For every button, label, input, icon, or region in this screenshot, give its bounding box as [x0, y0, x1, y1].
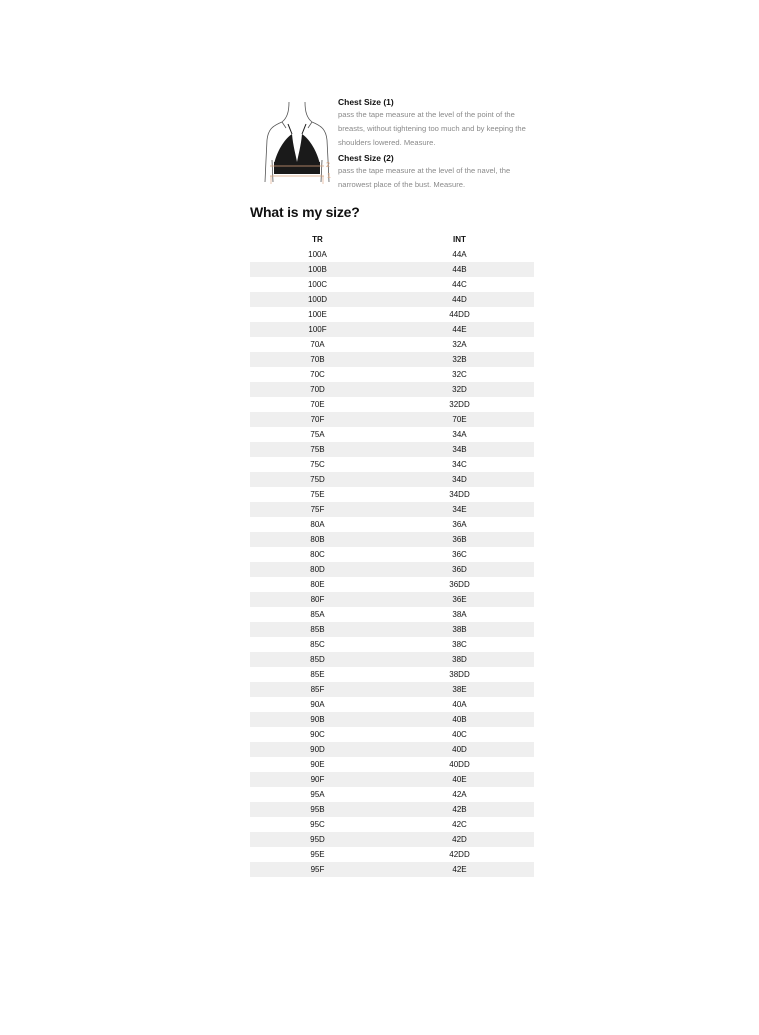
size-table — [250, 232, 534, 877]
tr-size-cell: 95B — [250, 802, 385, 817]
int-size-cell: 34B — [385, 442, 534, 457]
int-size-cell: 38DD — [449, 670, 470, 679]
table-row — [250, 427, 534, 442]
int-size-cell: 34DD — [449, 490, 470, 499]
tr-size-cell: 100D — [250, 292, 385, 307]
table-row — [250, 667, 534, 682]
tr-size-cell: 85C — [310, 640, 325, 649]
int-size-cell: 40C — [452, 730, 467, 739]
table-row — [250, 622, 534, 637]
chest-size-2-text: pass the tape measure at the level of the navel, the narrowest place of the bust. Measure. — [338, 166, 511, 189]
measurement-instructions — [338, 97, 538, 195]
int-size-cell: 32D — [385, 382, 534, 397]
int-size-cell: 36E — [385, 592, 534, 607]
tr-size-cell: 100C — [307, 280, 328, 289]
table-row — [250, 502, 534, 517]
table-row — [250, 712, 534, 727]
table-row — [250, 412, 534, 427]
tr-size-cell: 90D — [250, 742, 385, 757]
tr-size-cell: 90F — [250, 772, 385, 787]
tr-size-cell: 100B — [250, 262, 385, 277]
table-row — [250, 652, 534, 667]
tr-size-cell: 70D — [250, 382, 385, 397]
table-row — [250, 337, 534, 352]
tr-size-cell: 75A — [310, 430, 325, 439]
table-row — [250, 637, 534, 652]
tr-size-cell: 90C — [310, 730, 325, 739]
int-size-cell: 44A — [452, 250, 467, 259]
tr-size-cell: 100F — [250, 322, 385, 337]
size-table-body — [250, 247, 534, 877]
tr-size-cell: 90A — [310, 700, 325, 709]
header-tr: TR — [312, 235, 323, 244]
int-size-cell: 32C — [452, 370, 467, 379]
int-size-cell: 32B — [385, 352, 534, 367]
table-row — [250, 697, 534, 712]
tr-size-cell: 100E — [308, 310, 327, 319]
int-size-cell: 44D — [385, 292, 534, 307]
int-size-cell: 70E — [385, 412, 534, 427]
tr-size-cell: 80D — [250, 562, 385, 577]
int-size-cell: 42A — [452, 790, 467, 799]
tr-size-cell: 90B — [250, 712, 385, 727]
tr-size-cell: 70E — [310, 400, 325, 409]
marker-2: 2 — [326, 162, 330, 169]
table-row — [250, 367, 534, 382]
tr-size-cell: 90E — [310, 760, 325, 769]
table-row — [250, 292, 534, 307]
chest-size-1-text: pass the tape measure at the level of the point of the breasts, without tightening too much and by keeping the shoulders lowered. Measure. — [338, 110, 526, 147]
table-row — [250, 382, 534, 397]
tr-size-cell: 70F — [250, 412, 385, 427]
header-int: INT — [453, 235, 466, 244]
tr-size-cell: 80C — [310, 550, 325, 559]
tr-size-cell: 85A — [310, 610, 325, 619]
table-row — [250, 577, 534, 592]
table-row — [250, 562, 534, 577]
tr-size-cell: 95E — [310, 850, 325, 859]
tr-size-cell: 75D — [250, 472, 385, 487]
tr-size-cell: 95F — [250, 862, 385, 877]
int-size-cell: 40A — [452, 700, 467, 709]
table-row — [250, 817, 534, 832]
tr-size-cell: 85F — [250, 682, 385, 697]
tr-size-cell: 80F — [250, 592, 385, 607]
int-size-cell: 34E — [385, 502, 534, 517]
table-header-row — [250, 232, 534, 247]
tr-size-cell: 75F — [250, 502, 385, 517]
int-size-cell: 38B — [385, 622, 534, 637]
int-size-cell: 42DD — [449, 850, 470, 859]
int-size-cell: 40D — [385, 742, 534, 757]
table-row — [250, 532, 534, 547]
int-size-cell: 40E — [385, 772, 534, 787]
marker-1: 1 — [327, 173, 331, 180]
table-row — [250, 832, 534, 847]
measurement-intro — [250, 95, 534, 200]
tr-size-cell: 80B — [250, 532, 385, 547]
size-guide — [250, 95, 534, 877]
int-size-cell: 44E — [385, 322, 534, 337]
int-size-cell: 42C — [452, 820, 467, 829]
table-row — [250, 727, 534, 742]
table-row — [250, 262, 534, 277]
tr-size-cell: 85B — [250, 622, 385, 637]
int-size-cell: 36D — [385, 562, 534, 577]
table-row — [250, 397, 534, 412]
table-row — [250, 247, 534, 262]
tr-size-cell: 85E — [310, 670, 325, 679]
int-size-cell: 44B — [385, 262, 534, 277]
table-row — [250, 322, 534, 337]
tr-size-cell: 95D — [250, 832, 385, 847]
tr-size-cell: 70B — [250, 352, 385, 367]
tr-size-cell: 95C — [310, 820, 325, 829]
table-row — [250, 277, 534, 292]
tr-size-cell: 70A — [310, 340, 325, 349]
int-size-cell: 38A — [452, 610, 467, 619]
int-size-cell: 32A — [452, 340, 467, 349]
int-size-cell: 34C — [452, 460, 467, 469]
tr-size-cell: 75B — [250, 442, 385, 457]
tr-size-cell: 80E — [310, 580, 325, 589]
table-row — [250, 592, 534, 607]
int-size-cell: 36C — [452, 550, 467, 559]
table-row — [250, 772, 534, 787]
chest-size-2-title: Chest Size (2) — [338, 153, 394, 163]
int-size-cell: 36B — [385, 532, 534, 547]
table-row — [250, 862, 534, 877]
int-size-cell: 38D — [385, 652, 534, 667]
table-row — [250, 742, 534, 757]
int-size-cell: 44C — [452, 280, 467, 289]
int-size-cell: 36DD — [449, 580, 470, 589]
table-row — [250, 787, 534, 802]
table-row — [250, 487, 534, 502]
table-row — [250, 457, 534, 472]
table-row — [250, 802, 534, 817]
tr-size-cell: 80A — [310, 520, 325, 529]
tr-size-cell: 100A — [308, 250, 327, 259]
int-size-cell: 42E — [385, 862, 534, 877]
torso-illustration — [262, 100, 332, 195]
table-row — [250, 757, 534, 772]
int-size-cell: 38E — [385, 682, 534, 697]
int-size-cell: 40B — [385, 712, 534, 727]
int-size-cell: 32DD — [449, 400, 470, 409]
tr-size-cell: 75C — [310, 460, 325, 469]
int-size-cell: 34A — [452, 430, 467, 439]
table-row — [250, 442, 534, 457]
chest-size-1-title: Chest Size (1) — [338, 97, 394, 107]
int-size-cell: 42B — [385, 802, 534, 817]
table-row — [250, 517, 534, 532]
table-row — [250, 547, 534, 562]
int-size-cell: 34D — [385, 472, 534, 487]
int-size-cell: 44DD — [449, 310, 470, 319]
int-size-cell: 42D — [385, 832, 534, 847]
table-row — [250, 307, 534, 322]
tr-size-cell: 70C — [310, 370, 325, 379]
page-title: What is my size? — [250, 204, 360, 220]
table-row — [250, 847, 534, 862]
table-row — [250, 682, 534, 697]
tr-size-cell: 85D — [250, 652, 385, 667]
table-row — [250, 607, 534, 622]
tr-size-cell: 75E — [310, 490, 325, 499]
table-row — [250, 352, 534, 367]
tr-size-cell: 95A — [310, 790, 325, 799]
int-size-cell: 38C — [452, 640, 467, 649]
int-size-cell: 36A — [452, 520, 467, 529]
table-row — [250, 472, 534, 487]
int-size-cell: 40DD — [449, 760, 470, 769]
